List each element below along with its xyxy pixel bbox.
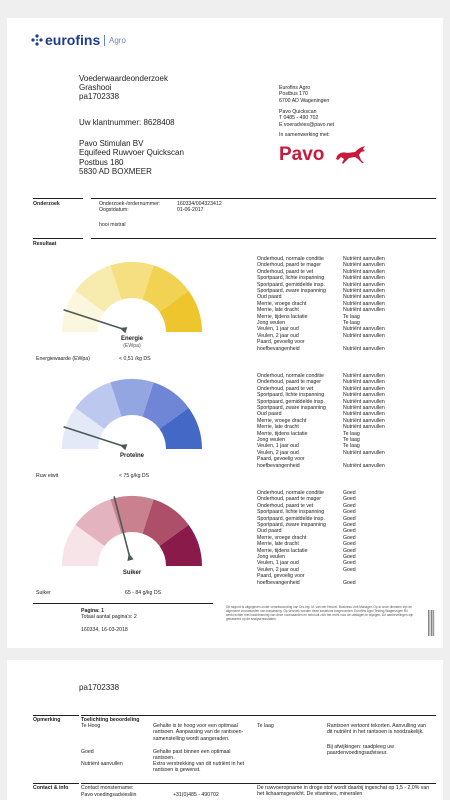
report-id: pa1702338 — [79, 92, 120, 101]
condition-assessment: Nutriënt aanvullen — [343, 326, 385, 333]
condition-name: Sportpaard, lichte inspanning — [257, 509, 325, 516]
condition-list — [257, 373, 385, 469]
condition-name: hoefbevangenheid — [257, 345, 300, 352]
explanation-term: Te Hoog — [81, 723, 101, 729]
section-rule — [91, 198, 436, 199]
condition-name: Onderhoud, paard te mager — [257, 379, 322, 386]
condition-assessment: Goed — [343, 502, 356, 509]
gauge-value-label: Ruw eiwit — [36, 473, 59, 479]
condition-name: Oud paard — [257, 528, 282, 535]
address-line: 5830 AD BOXMEER — [79, 167, 152, 177]
pavo-logo-text: Pavo — [279, 144, 325, 165]
gauge-value: < 75 g/kg DS — [119, 473, 150, 479]
address-line: Postbus 180 — [79, 157, 124, 167]
gauge-subtitle: (EWpa) — [123, 343, 141, 349]
condition-name: Oud paard — [257, 294, 282, 301]
condition-name: Sportpaard, zware inspanning — [257, 405, 326, 412]
condition-assessment: Nutriënt aanvullen — [343, 281, 385, 288]
condition-name: Sportpaard, zware inspanning — [257, 522, 326, 529]
resultaat-label: Resultaat — [33, 241, 57, 247]
lab-address — [279, 85, 329, 104]
order-value: 160334/004323412 — [177, 201, 222, 207]
report-page-2 — [7, 660, 443, 800]
condition-name: Merrie, tijdens lactatie — [257, 313, 308, 320]
logo-divider — [104, 35, 105, 46]
condition-name: Onderhoud, paard te mager — [257, 496, 322, 503]
lab-contact-line: E voeradvies@pavo.net — [279, 121, 335, 128]
lab-contact-line: Pavo Quickscan — [279, 109, 317, 115]
condition-name: Onderhoud, paard te vet — [257, 385, 314, 392]
condition-name: Merrie, vroege dracht — [257, 534, 307, 541]
condition-assessment: Goed — [343, 547, 356, 554]
condition-assessment: Te laag — [343, 320, 360, 327]
condition-assessment: Te laag — [343, 313, 360, 320]
condition-name: Sportpaard, zware inspanning — [257, 288, 326, 295]
te-laag-term: Te laag — [257, 723, 274, 729]
condition-assessment: Nutriënt aanvullen — [343, 275, 385, 282]
condition-assessment: Te laag — [343, 437, 360, 444]
condition-row — [257, 346, 385, 352]
lab-address-line: Eurofins Agro — [279, 85, 311, 91]
condition-name: Sportpaard, lichte inspanning — [257, 275, 325, 282]
condition-assessment: Nutriënt aanvullen — [343, 385, 385, 392]
condition-assessment: Nutriënt aanvullen — [343, 294, 385, 301]
eurofins-dots-icon — [31, 34, 43, 46]
condition-assessment: Nutriënt aanvullen — [343, 417, 385, 424]
condition-name: Jong veulen — [257, 554, 285, 561]
condition-row — [257, 463, 385, 469]
horse-icon — [335, 145, 367, 165]
condition-assessment: Goed — [343, 515, 356, 522]
footer-reference: 160334, 16-03-2018 — [81, 627, 128, 633]
condition-assessment: Nutriënt aanvullen — [343, 256, 385, 262]
lab-contact — [279, 109, 334, 128]
condition-assessment: Nutriënt aanvullen — [343, 307, 385, 314]
te-laag-text: Rantsoen vertoont tekorten. Aanvulling van dit nutriënt in het rantsoen is noodzakelijk. — [327, 723, 426, 736]
condition-name: Onderhoud, normale conditie — [257, 256, 324, 262]
gauge-value: 65 - 84 g/kg DS — [125, 590, 162, 596]
condition-assessment: Nutriënt aanvullen — [343, 405, 385, 412]
address-line: Pavo Stimulan BV — [79, 139, 144, 148]
opmerking-label: Opmerking — [33, 717, 61, 723]
condition-name: Veulen, 1 jaar oud — [257, 560, 299, 567]
gauge-value: < 0,51 /kg DS — [119, 356, 151, 362]
condition-list — [257, 490, 356, 586]
onderzoek-label: Onderzoek — [33, 201, 60, 207]
total-pages: Totaal aantal pagina's: 2 — [81, 614, 137, 620]
condition-assessment: Te laag — [343, 443, 360, 450]
gauge-1 — [57, 371, 207, 451]
condition-assessment: Goed — [343, 541, 356, 548]
section-rule — [33, 715, 79, 716]
contact-title: Contact monstername: — [81, 785, 134, 791]
sample-description: hooi mistral — [99, 222, 126, 228]
condition-assessment: Goed — [343, 560, 356, 567]
section-rule — [81, 783, 436, 784]
section-rule — [81, 715, 436, 716]
condition-assessment: Goed — [343, 528, 356, 535]
condition-name: Veulen, 2 jaar oud — [257, 566, 299, 573]
logo-sub: Agro — [109, 36, 126, 45]
explanation-term: Nutriënt aanvullen — [81, 761, 123, 767]
condition-name: Merrie, late dracht — [257, 424, 299, 431]
report-page-1 — [7, 18, 443, 648]
condition-name: Sportpaard, gemiddelde insp. — [257, 398, 325, 405]
section-rule — [33, 238, 83, 239]
condition-assessment: Nutriënt aanvullen — [343, 398, 385, 405]
footer-rule — [33, 603, 213, 604]
gauge-title: Proteïne — [119, 453, 144, 459]
condition-name: Paard, gevoelig voor — [257, 339, 305, 346]
report-id-page2: pa1702338 — [79, 683, 120, 692]
condition-name: Veulen, 1 jaar oud — [257, 326, 299, 333]
condition-list — [257, 256, 385, 352]
gauge-value-label: Suiker — [36, 590, 51, 596]
condition-assessment: Nutriënt aanvullen — [343, 373, 385, 379]
client-number: Uw klantnummer: 8628408 — [79, 118, 175, 127]
condition-name: Veulen, 2 jaar oud — [257, 449, 299, 456]
cooperation-label: In samenwerking met: — [279, 132, 330, 138]
barcode-icon — [427, 610, 435, 636]
report-title: Voederwaardeonderzoek — [79, 74, 168, 83]
address-line: Equifeed Ruwvoer Quickscan — [79, 148, 184, 158]
condition-name: Jong veulen — [257, 437, 285, 444]
condition-name: Jong veulen — [257, 320, 285, 327]
condition-name: Paard, gevoelig voor — [257, 573, 305, 580]
toelichting-title: Toelichting beoordeling — [81, 717, 140, 723]
condition-name: Onderhoud, normale conditie — [257, 373, 324, 379]
contact-label: Contact & info — [33, 785, 69, 791]
condition-name: Merrie, tijdens lactatie — [257, 547, 308, 554]
condition-name: Veulen, 2 jaar oud — [257, 332, 299, 339]
condition-name: Onderhoud, paard te vet — [257, 268, 314, 275]
condition-assessment: Goed — [343, 554, 356, 561]
condition-name: Onderhoud, paard te mager — [257, 262, 322, 269]
lab-address-line: Postbus 170 — [279, 91, 308, 98]
gauge-title: Suiker — [122, 570, 142, 576]
condition-assessment: Goed — [343, 579, 356, 586]
condition-assessment: Goed — [343, 496, 356, 503]
condition-row — [257, 580, 356, 586]
condition-assessment: Nutriënt aanvullen — [343, 392, 385, 399]
explanation-term: Goed — [81, 749, 94, 755]
condition-name: Merrie, late dracht — [257, 541, 299, 548]
gauge-value-label: Energiewaarde (EWpa) — [36, 356, 90, 362]
gauge-2 — [57, 488, 207, 568]
explanation-text: Extra verstrekking van dit nutriënt in het rantsoen is gewenst. — [153, 761, 245, 774]
condition-assessment: Nutriënt aanvullen — [343, 424, 385, 431]
pavo-logo — [279, 143, 369, 169]
section-rule — [33, 198, 83, 199]
condition-assessment: Nutriënt aanvullen — [343, 379, 385, 386]
condition-name: Sportpaard, lichte inspanning — [257, 392, 325, 399]
product-name: Grashooi — [79, 83, 112, 92]
gauge-0 — [57, 254, 207, 334]
condition-name: Merrie, late dracht — [257, 307, 299, 314]
lab-address-line: 6700 AD Wageningen — [279, 97, 330, 104]
condition-assessment: Goed — [343, 522, 356, 529]
condition-name: Onderhoud, paard te vet — [257, 502, 314, 509]
condition-assessment: Nutriënt aanvullen — [343, 345, 385, 352]
condition-assessment: Nutriënt aanvullen — [343, 268, 385, 275]
condition-assessment: Nutriënt aanvullen — [343, 288, 385, 295]
condition-name: Sportpaard, gemiddelde insp. — [257, 281, 325, 288]
order-label: Onderzoek-/ordernummer: — [99, 201, 161, 207]
contact-name: Pavo voedingsadviesliin — [81, 792, 137, 798]
explanation-text: Gehalte past binnen een optimaal rantsoen. — [153, 749, 231, 762]
condition-assessment: Goed — [343, 490, 356, 496]
condition-name: hoefbevangenheid — [257, 462, 300, 469]
section-rule — [91, 238, 436, 239]
condition-assessment: Nutriënt aanvullen — [343, 449, 385, 456]
condition-name: hoefbevangenheid — [257, 579, 300, 586]
date-label: Oogstdatum: — [99, 207, 129, 213]
explanation-text: Gehalte is te hoog voor een optimaal rantsoen. Aanpassing van de rantsoen-samenstelling wordt aangeraden. — [153, 723, 244, 742]
lab-contact-line: T 0485 - 490 702 — [279, 115, 319, 122]
condition-assessment: Te laag — [343, 430, 360, 437]
condition-assessment: Goed — [343, 509, 356, 516]
gauge-needle-head — [120, 444, 128, 450]
section-rule — [33, 783, 79, 784]
condition-name: Merrie, vroege dracht — [257, 300, 307, 307]
condition-assessment: Goed — [343, 534, 356, 541]
condition-name: Sportpaard, gemiddelde insp. — [257, 515, 325, 522]
condition-name: Merrie, tijdens lactatie — [257, 430, 308, 437]
contact-phone: +31(0)485 - 490702 — [173, 792, 219, 798]
intake-text: De ruwvoeropname in droge stof wordt daarbij ingeschat op 1,5 - 2,0% van het lichaamsgewicht. De vitamines, mineralen — [257, 785, 430, 798]
condition-name: Onderhoud, normale conditie — [257, 490, 324, 496]
afwijkingen-text: Bij afwijkingen: raadpleeg uw paardenvoedingsadviseur. — [327, 744, 394, 757]
recipient-address — [79, 139, 184, 177]
condition-assessment: Nutriënt aanvullen — [343, 262, 385, 269]
condition-name: Merrie, vroege dracht — [257, 417, 307, 424]
gauge-needle-head — [120, 327, 128, 333]
logo-text: eurofins — [45, 32, 101, 48]
gauge-title: Energie — [120, 336, 143, 342]
condition-assessment: Goed — [343, 566, 356, 573]
condition-assessment: Nutriënt aanvullen — [343, 462, 385, 469]
condition-assessment: Nutriënt aanvullen — [343, 411, 385, 418]
condition-assessment: Nutriënt aanvullen — [343, 300, 385, 307]
date-value: 01-06-2017 — [177, 207, 204, 213]
condition-name: Oud paard — [257, 411, 282, 418]
condition-assessment: Nutriënt aanvullen — [343, 332, 385, 339]
condition-name: Veulen, 1 jaar oud — [257, 443, 299, 450]
page-number: Pagina: 1 — [81, 608, 105, 614]
condition-name: Paard, gevoelig voor — [257, 456, 305, 463]
legal-notice: Dit rapport is uitgegeven onder verantwoording van Drs.Ing. M. van der Heuvel, Business Unit Manager. Op al onze diensten zijn de algemene voorwaarden van toepassing. Op verzoek worden deze kosteloos toegezonden. Eurofins Agro Testing Wageningen BV werkt echter met inachtneming van deze voorwaarden en behoudt zich het recht voor de uitslagen te wijzigen. De aanbevelingen zijn gebaseerd op de analyseresultaten. — [226, 605, 414, 621]
